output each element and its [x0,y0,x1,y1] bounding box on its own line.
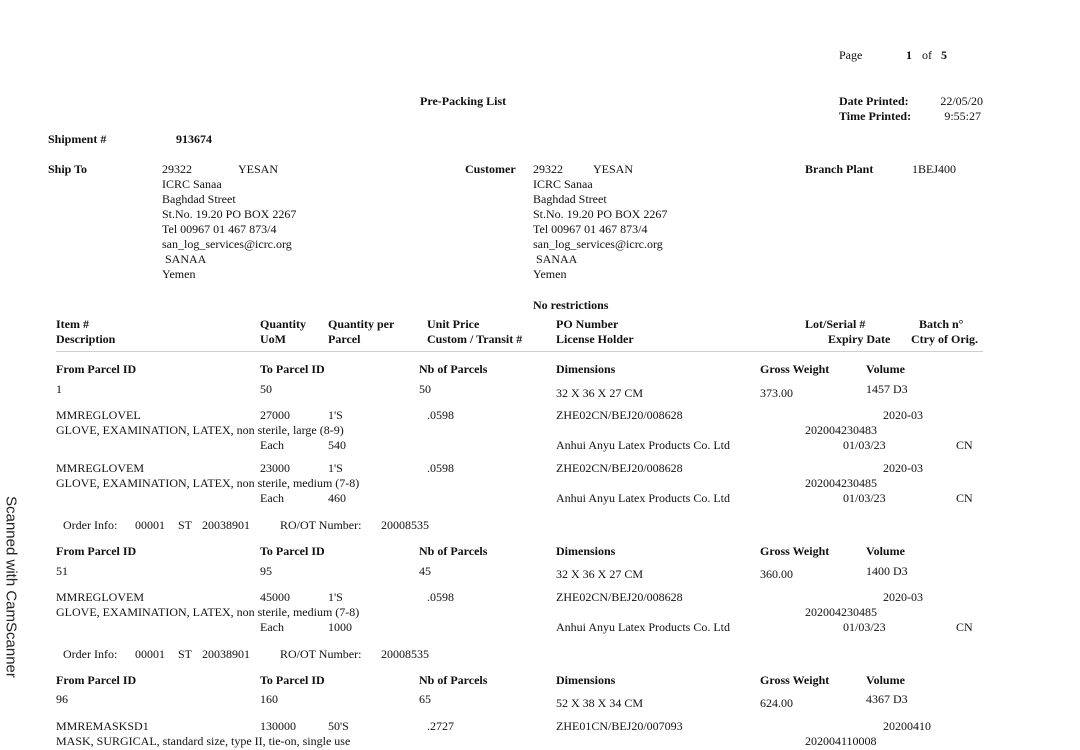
item-uom: Each [260,491,284,505]
item-unit-price: .0598 [427,461,454,475]
item-description: GLOVE, EXAMINATION, LATEX, non sterile, large (8-9) [56,423,344,437]
item-description: GLOVE, EXAMINATION, LATEX, non sterile, medium (7-8) [56,476,360,490]
item-po-number: ZHE02CN/BEJ20/008628 [556,408,683,422]
col-batch: Batch n° [919,317,964,331]
col-ctry: Ctry of Orig. [911,332,978,346]
item-unit-price: .2727 [427,719,454,733]
col-uom: UoM [260,332,286,346]
item-quantity: 27000 [260,408,290,422]
customer-label: Customer [465,162,516,176]
ro-ot-label: RO/OT Number: [280,647,362,661]
customer-name: YESAN [593,162,634,176]
item-parcel-qty: 1000 [328,620,352,634]
item-quantity: 130000 [260,719,296,733]
order-line: 00001 [135,518,165,532]
shipment-label: Shipment # [48,132,107,146]
item-lot: 202004230485 [805,605,877,619]
ship-to-line: SANAA [162,252,207,266]
order-info-label: Order Info: [63,518,118,532]
item-expiry: 01/03/23 [843,438,886,452]
ship-to-line: ICRC Sanaa [162,177,222,191]
item-po-number: ZHE02CN/BEJ20/008628 [556,461,683,475]
item-lot: 202004110008 [805,734,877,748]
col-lot-serial: Lot/Serial # [805,317,866,331]
ship-to-name: YESAN [238,162,279,176]
parcel-dimensions-header: Dimensions [556,362,616,376]
item-country: CN [956,491,973,505]
item-quantity: 23000 [260,461,290,475]
date-printed-value: 22/05/20 [940,94,983,108]
parcel-nb: 50 [419,382,431,396]
col-quantity: Quantity [260,317,307,331]
parcel-from-header: From Parcel ID [56,673,137,687]
page-current: 1 [906,48,912,62]
ship-to-line: san_log_services@icrc.org [162,237,292,251]
item-license-holder: Anhui Anyu Latex Products Co. Ltd [556,620,730,634]
customer-line: san_log_services@icrc.org [533,237,663,251]
ship-to-line: Tel 00967 01 467 873/4 [162,222,277,236]
parcel-from-header: From Parcel ID [56,362,137,376]
parcel-volume: 4367 D3 [866,692,908,706]
col-item: Item # [56,317,89,331]
item-description: GLOVE, EXAMINATION, LATEX, non sterile, medium (7-8) [56,605,360,619]
item-parcel-qty: 460 [328,491,346,505]
item-batch: 2020-03 [883,590,923,604]
shipment-number: 913674 [176,132,212,146]
item-batch: 2020-03 [883,461,923,475]
parcel-to: 160 [260,692,278,706]
parcel-dimensions-header: Dimensions [556,673,616,687]
item-expiry: 01/03/23 [843,491,886,505]
customer-line: ICRC Sanaa [533,177,593,191]
parcel-gross-weight: 373.00 [760,386,793,400]
item-uom: Each [260,438,284,452]
item-qty-per: 1'S [328,408,343,422]
customer-code: 29322 [533,162,563,176]
parcel-gross-weight: 360.00 [760,567,793,581]
parcel-weight-header: Gross Weight [760,673,830,687]
ro-ot-number: 20008535 [381,647,429,661]
ship-to-code: 29322 [162,162,192,176]
item-description: MASK, SURGICAL, standard size, type II, tie-on, single use [56,734,351,748]
item-number: MMREGLOVEL [56,408,141,422]
item-uom: Each [260,620,284,634]
customer-line: Baghdad Street [533,192,607,206]
date-printed-label: Date Printed: [839,94,909,108]
ro-ot-label: RO/OT Number: [280,518,362,532]
parcel-nb-header: Nb of Parcels [419,544,488,558]
parcel-to-header: To Parcel ID [260,673,325,687]
col-license-holder: License Holder [556,332,634,346]
item-qty-per: 50'S [328,719,349,733]
col-qty-per: Quantity per [328,317,395,331]
ro-ot-number: 20008535 [381,518,429,532]
item-po-number: ZHE02CN/BEJ20/008628 [556,590,683,604]
parcel-volume-header: Volume [866,673,905,687]
col-description: Description [56,332,116,346]
item-quantity: 45000 [260,590,290,604]
order-line: 00001 [135,647,165,661]
item-qty-per: 1'S [328,461,343,475]
ship-to-line: St.No. 19.20 PO BOX 2267 [162,207,297,221]
document-title: Pre-Packing List [420,94,507,108]
parcel-to-header: To Parcel ID [260,544,325,558]
parcel-from-header: From Parcel ID [56,544,137,558]
parcel-volume: 1457 D3 [866,382,908,396]
customer-line: Yemen [533,267,567,281]
item-unit-price: .0598 [427,408,454,422]
item-lot: 202004230483 [805,423,877,437]
item-lot: 202004230485 [805,476,877,490]
parcel-dimensions-header: Dimensions [556,544,616,558]
parcel-nb-header: Nb of Parcels [419,673,488,687]
branch-plant-value: 1BEJ400 [912,162,957,176]
parcel-from: 1 [56,382,62,396]
header-divider [56,351,983,352]
item-qty-per: 1'S [328,590,343,604]
parcel-dimensions: 32 X 36 X 27 CM [556,386,644,400]
item-parcel-qty: 540 [328,438,346,452]
parcel-gross-weight: 624.00 [760,696,793,710]
ship-to-line: Yemen [162,267,196,281]
parcel-volume: 1400 D3 [866,564,908,578]
item-batch: 2020-03 [883,408,923,422]
parcel-from: 51 [56,564,68,578]
customer-line: Tel 00967 01 467 873/4 [533,222,648,236]
order-info-label: Order Info: [63,647,118,661]
order-number: 20038901 [202,518,250,532]
item-expiry: 01/03/23 [843,620,886,634]
parcel-dimensions: 32 X 36 X 27 CM [556,567,644,581]
item-country: CN [956,438,973,452]
parcel-weight-header: Gross Weight [760,362,830,376]
item-country: CN [956,620,973,634]
col-custom-transit: Custom / Transit # [427,332,523,346]
order-type: ST [178,518,193,532]
customer-line: SANAA [533,252,578,266]
item-number: MMREGLOVEM [56,590,145,604]
parcel-nb-header: Nb of Parcels [419,362,488,376]
item-unit-price: .0598 [427,590,454,604]
item-number: MMREGLOVEM [56,461,145,475]
parcel-to-header: To Parcel ID [260,362,325,376]
col-expiry: Expiry Date [828,332,891,346]
restrictions-text: No restrictions [533,298,609,312]
item-license-holder: Anhui Anyu Latex Products Co. Ltd [556,491,730,505]
page-total: 5 [941,48,947,62]
parcel-nb: 65 [419,692,431,706]
col-unit-price: Unit Price [427,317,480,331]
customer-line: St.No. 19.20 PO BOX 2267 [533,207,668,221]
parcel-from: 96 [56,692,68,706]
order-type: ST [178,647,193,661]
parcel-nb: 45 [419,564,431,578]
parcel-to: 95 [260,564,272,578]
item-po-number: ZHE01CN/BEJ20/007093 [556,719,683,733]
item-number: MMREMASKSD1 [56,719,149,733]
time-printed-label: Time Printed: [839,109,912,123]
parcel-weight-header: Gross Weight [760,544,830,558]
ship-to-line: Baghdad Street [162,192,236,206]
parcel-dimensions: 52 X 38 X 34 CM [556,696,644,710]
parcel-volume-header: Volume [866,362,905,376]
item-batch: 20200410 [883,719,931,733]
page-label: Page [839,48,863,62]
page-of-label: of [922,48,932,62]
time-printed-value: 9:55:27 [944,109,981,123]
item-license-holder: Anhui Anyu Latex Products Co. Ltd [556,438,730,452]
col-parcel: Parcel [328,332,361,346]
parcel-volume-header: Volume [866,544,905,558]
parcel-to: 50 [260,382,272,396]
camscanner-watermark: Scanned with CamScanner [2,496,20,678]
branch-plant-label: Branch Plant [805,162,874,176]
order-number: 20038901 [202,647,250,661]
ship-to-label: Ship To [48,162,88,176]
col-po-number: PO Number [556,317,619,331]
